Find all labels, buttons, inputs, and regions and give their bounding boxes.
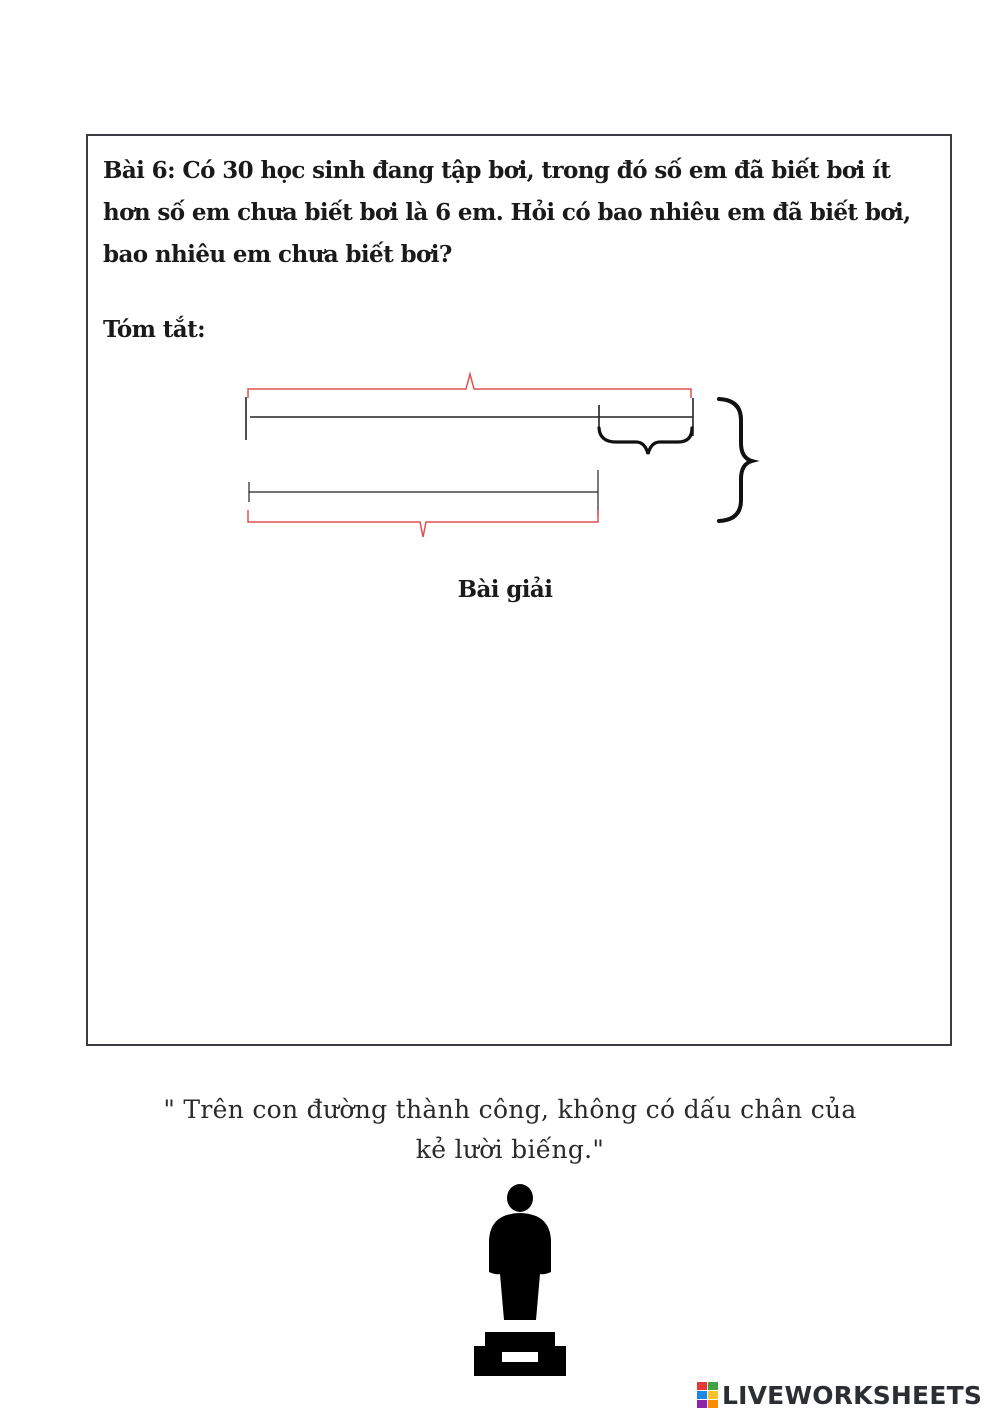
quote [100,1090,920,1170]
problem-text: Bài 6: Có 30 học sinh đang tập bơi, trong đó số em đã biết bơi ít hơn số em chưa biết bơi là 6 em. Hỏi có bao nhiêu em đã biết bơi, bao nhiêu em chưa biết bơi? [103,157,911,268]
summary-label: Tóm tắt: [103,316,206,343]
trophy-icon [460,1180,580,1380]
solution-label: Bài giải [457,576,553,603]
brand-text: LIVEWORKSHEETS [722,1380,983,1410]
liveworksheets-brand[interactable] [697,1378,982,1412]
quote-line-1: " Trên con đường thành công, không có dấu chân của [163,1095,857,1124]
quote-line-2: kẻ lười biếng." [415,1135,605,1164]
liveworksheets-logo-icon [697,1380,719,1410]
